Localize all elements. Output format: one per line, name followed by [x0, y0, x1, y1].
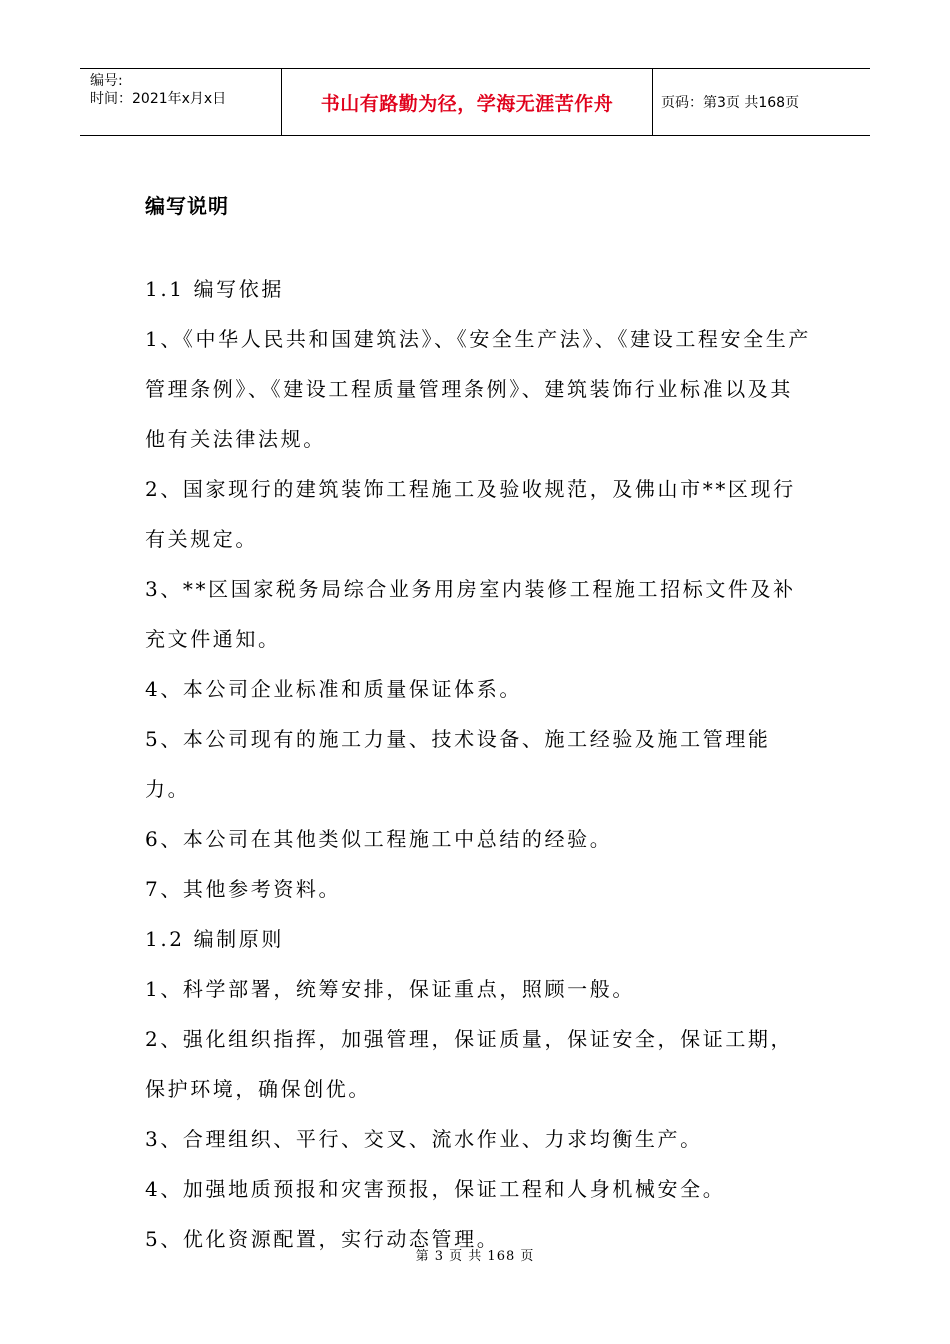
paragraph: 4、本公司企业标准和质量保证体系。 — [145, 677, 522, 701]
paragraph: 5、本公司现有的施工力量、技术设备、施工经验及施工管理能力。 — [145, 727, 771, 801]
page-header — [80, 68, 870, 136]
document-number-label: 编号: — [90, 73, 123, 89]
heading-basis: 1.1 编写依据 — [145, 277, 284, 301]
paragraph: 5、优化资源配置，实行动态管理。 — [145, 1227, 500, 1251]
section-title: 编写说明 — [145, 194, 229, 218]
document-body — [145, 190, 815, 1264]
paragraph: 3、合理组织、平行、交叉、流水作业、力求均衡生产。 — [145, 1127, 703, 1151]
paragraph: 3、**区国家税务局综合业务用房室内装修工程施工招标文件及补充文件通知。 — [145, 577, 796, 651]
document-date: 时间：2021年x月x日 — [90, 91, 227, 107]
paragraph: 2、强化组织指挥，加强管理，保证质量，保证安全，保证工期，保护环境，确保创优。 — [145, 1027, 794, 1101]
header-motto: 书山有路勤为径，学海无涯苦作舟 — [282, 69, 653, 135]
paragraph: 4、加强地质预报和灾害预报，保证工程和人身机械安全。 — [145, 1177, 726, 1201]
header-meta — [80, 69, 282, 135]
paragraph: 1、《中华人民共和国建筑法》、《安全生产法》、《建设工程安全生产管理条例》、《建设工程质量管理条例》、建筑装饰行业标准以及其他有关法律法规。 — [145, 327, 811, 451]
header-page-info: 页码：第3页 共168页 — [661, 95, 800, 111]
paragraph: 2、国家现行的建筑装饰工程施工及验收规范，及佛山市**区现行有关规定。 — [145, 477, 796, 551]
paragraph: 1、科学部署，统筹安排，保证重点，照顾一般。 — [145, 977, 635, 1001]
paragraph: 7、其他参考资料。 — [145, 877, 342, 901]
paragraph: 6、本公司在其他类似工程施工中总结的经验。 — [145, 827, 613, 851]
page-footer: 第 3 页 共 168 页 — [415, 1249, 535, 1264]
heading-principles: 1.2 编制原则 — [145, 927, 284, 951]
